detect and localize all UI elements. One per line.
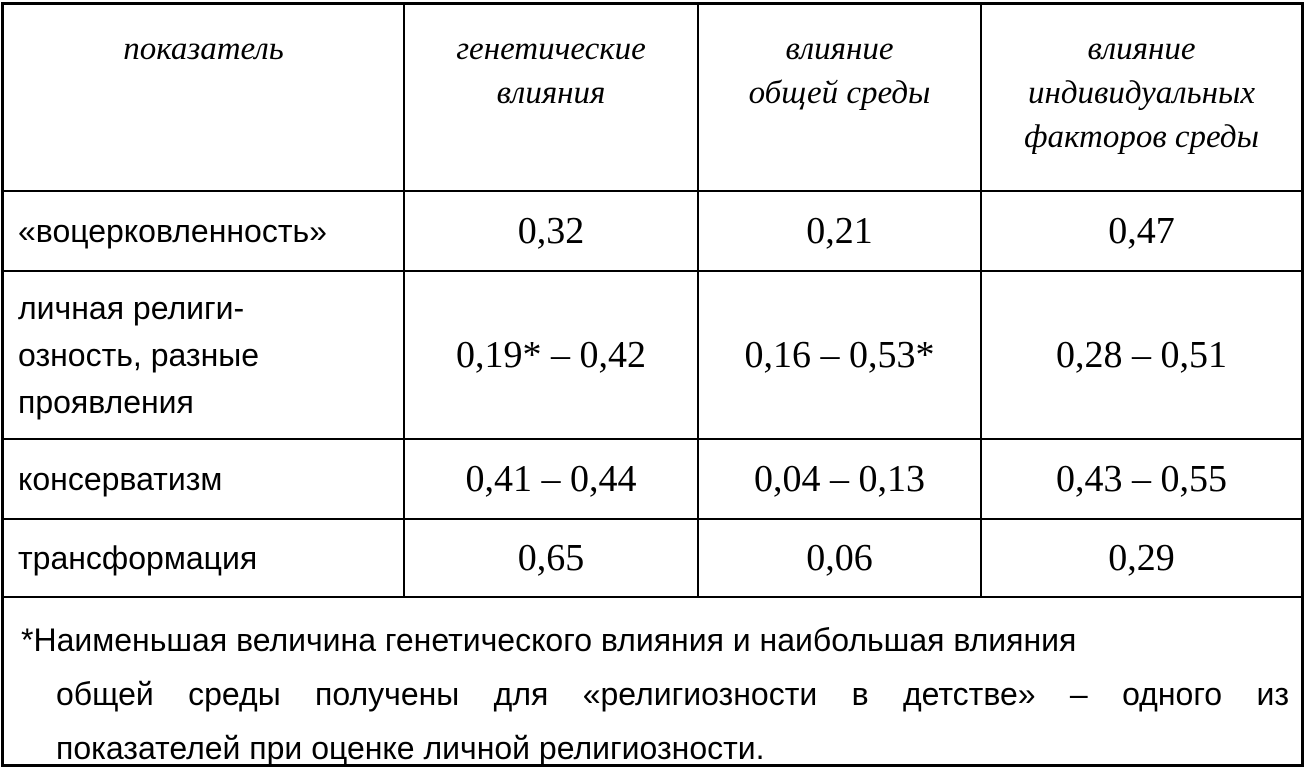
table-row [4,191,1301,271]
header-line: генетические [456,31,646,67]
header-shared-env [698,5,981,191]
row-label-line: «воцерковленность» [18,212,327,249]
value-genetic: 0,65 [404,519,698,597]
value-individual-env: 0,28 – 0,51 [981,271,1301,439]
row-label-line: озность, разные [18,336,260,373]
footnote [4,597,1301,775]
value-shared-env: 0,06 [698,519,981,597]
value-shared-env: 0,16 – 0,53* [698,271,981,439]
value-genetic: 0,32 [404,191,698,271]
footnote-line: *Наименьшая величина генетического влияния и наибольшая влияния [21,622,1077,658]
header-line: влияние [785,31,894,67]
table-row [4,519,1301,597]
value-genetic: 0,41 – 0,44 [404,439,698,519]
row-label [4,519,404,597]
table-row [4,439,1301,519]
header-genetic [404,5,698,191]
row-label-line: консерватизм [18,460,223,497]
value-genetic: 0,19* – 0,42 [404,271,698,439]
row-label [4,271,404,439]
table-frame [1,2,1304,767]
footnote-line: показателей при оценке личной религиозности. [56,730,765,766]
header-line: индивидуальных [1027,75,1256,111]
header-line: факторов среды [1024,119,1259,155]
row-label [4,191,404,271]
header-line: влияния [496,75,606,111]
value-individual-env: 0,47 [981,191,1301,271]
row-label [4,439,404,519]
header-indicator [4,5,404,191]
header-row [4,5,1301,191]
row-label-line: проявления [18,383,194,420]
header-line: общей среды [748,75,931,111]
table-row [4,271,1301,439]
value-individual-env: 0,29 [981,519,1301,597]
footnote-line: общей среды получены для «религиозности в детстве» – одного из [56,676,1289,712]
value-shared-env: 0,04 – 0,13 [698,439,981,519]
value-individual-env: 0,43 – 0,55 [981,439,1301,519]
header-line: влияние [1087,31,1196,67]
row-label-line: личная религи- [18,289,245,326]
header-line: показатель [123,31,284,67]
row-label-line: трансформация [18,539,258,576]
header-individual-env [981,5,1301,191]
value-shared-env: 0,21 [698,191,981,271]
data-table [4,5,1301,598]
